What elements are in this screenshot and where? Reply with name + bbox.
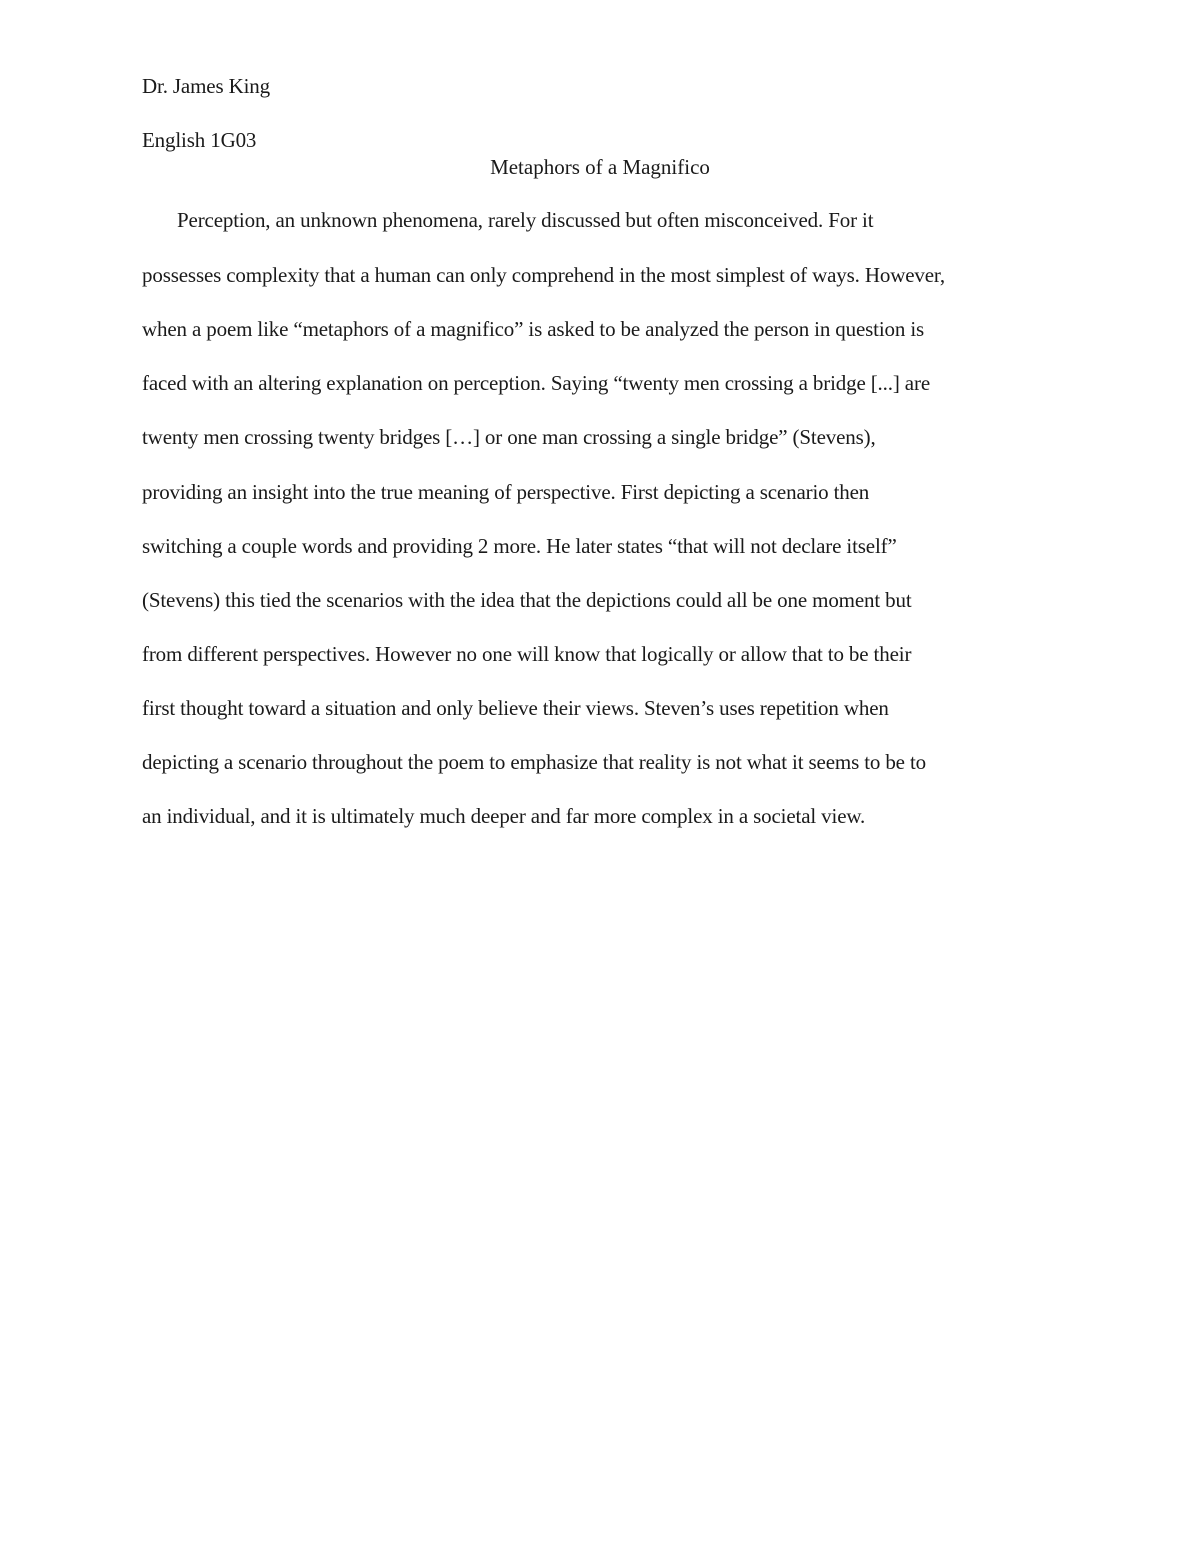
body-line: switching a couple words and providing 2 more. He later states “that will not declare itself” bbox=[142, 534, 897, 558]
course-code: English 1G03 bbox=[142, 128, 257, 152]
body-line: twenty men crossing twenty bridges […] or one man crossing a single bridge” (Stevens), bbox=[142, 425, 876, 449]
body-line: possesses complexity that a human can only comprehend in the most simplest of ways. However, bbox=[142, 263, 946, 287]
body-line: depicting a scenario throughout the poem to emphasize that reality is not what it seems to be to bbox=[142, 750, 926, 774]
body-line: (Stevens) this tied the scenarios with the idea that the depictions could all be one moment but bbox=[142, 588, 912, 612]
body-line: when a poem like “metaphors of a magnifico” is asked to be analyzed the person in question is bbox=[142, 317, 925, 341]
body-line: an individual, and it is ultimately much deeper and far more complex in a societal view. bbox=[142, 804, 866, 828]
instructor-name: Dr. James King bbox=[142, 74, 270, 98]
body-line: Perception, an unknown phenomena, rarely discussed but often misconceived. For it bbox=[177, 208, 874, 232]
body-line: first thought toward a situation and only believe their views. Steven’s uses repetition when bbox=[142, 696, 889, 720]
body-line: providing an insight into the true meaning of perspective. First depicting a scenario then bbox=[142, 480, 870, 504]
body-line: faced with an altering explanation on perception. Saying “twenty men crossing a bridge [...] are bbox=[142, 371, 930, 395]
body-line: from different perspectives. However no one will know that logically or allow that to be their bbox=[142, 642, 912, 666]
essay-title: Metaphors of a Magnifico bbox=[490, 155, 710, 179]
